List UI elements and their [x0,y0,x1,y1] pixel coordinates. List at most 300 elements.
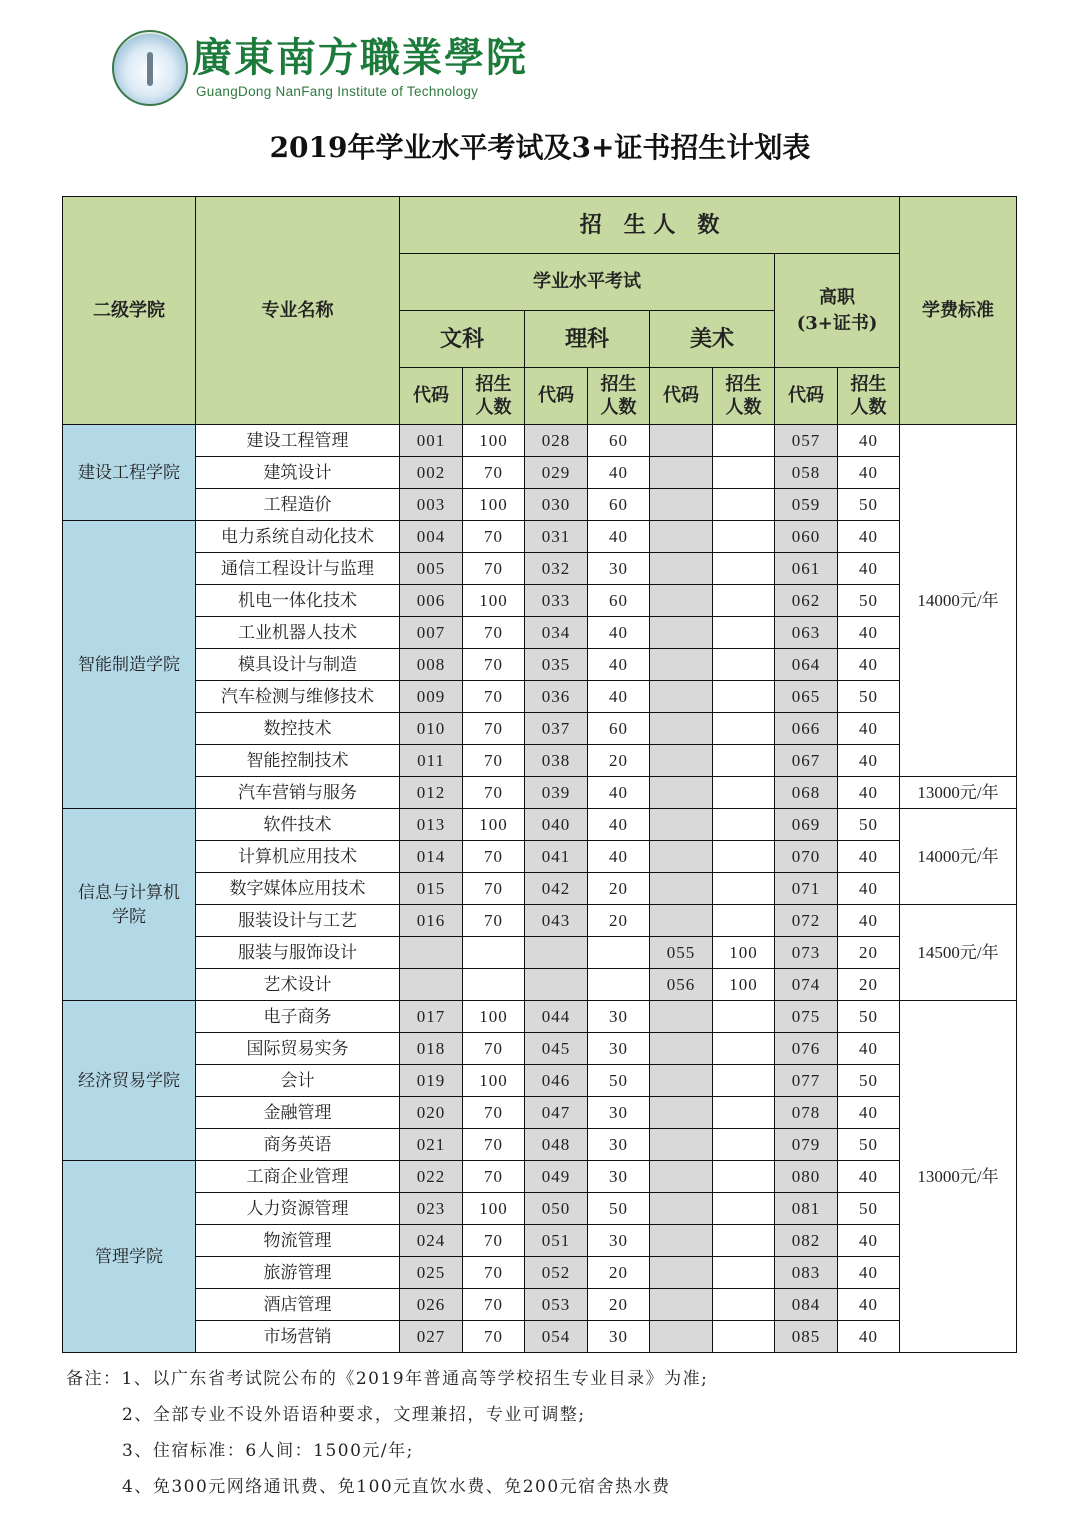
science-count-cell [588,937,650,969]
liberal-code-cell: 002 [400,457,463,489]
liberal-count-cell: 70 [463,873,525,905]
liberal-count-cell: 70 [463,1097,525,1129]
science-code-cell: 053 [525,1289,588,1321]
art-count-cell [713,585,775,617]
header-fee: 学费标准 [900,197,1017,425]
art-code-cell [650,905,713,937]
notes [66,1361,1016,1505]
liberal-count-cell: 100 [463,585,525,617]
science-code-cell: 043 [525,905,588,937]
header-code: 代码 [650,368,713,425]
major-name-cell: 服装设计与工艺 [196,905,400,937]
liberal-count-cell [463,969,525,1001]
table-row [63,873,1017,905]
liberal-count-cell: 70 [463,713,525,745]
science-code-cell: 034 [525,617,588,649]
major-name-cell: 工程造价 [196,489,400,521]
note-4: 4、免300元网络通讯费、免100元直饮水费、免200元宿舍热水费 [122,1477,671,1497]
art-count-cell: 100 [713,969,775,1001]
major-name-cell: 会计 [196,1065,400,1097]
liberal-code-cell: 019 [400,1065,463,1097]
table-row [63,1225,1017,1257]
science-count-cell: 30 [588,1001,650,1033]
table-row [63,489,1017,521]
fee-cell: 14000元/年 [900,809,1017,905]
liberal-code-cell: 006 [400,585,463,617]
science-code-cell [525,937,588,969]
vocational-code-cell: 078 [775,1097,838,1129]
header-count: 招生人数 [463,368,525,425]
vocational-code-cell: 064 [775,649,838,681]
table-row [63,1321,1017,1353]
liberal-count-cell: 70 [463,745,525,777]
header-science: 理科 [525,311,650,368]
vocational-count-cell: 40 [838,457,900,489]
vocational-count-cell: 40 [838,1321,900,1353]
liberal-code-cell: 026 [400,1289,463,1321]
liberal-count-cell: 70 [463,1033,525,1065]
science-count-cell: 50 [588,1065,650,1097]
table-row [63,937,1017,969]
liberal-code-cell: 017 [400,1001,463,1033]
major-name-cell: 通信工程设计与监理 [196,553,400,585]
science-code-cell: 041 [525,841,588,873]
science-code-cell: 035 [525,649,588,681]
science-count-cell: 60 [588,713,650,745]
art-code-cell [650,1001,713,1033]
art-code-cell [650,1033,713,1065]
college-name-cn: 廣東南方職業學院 [192,34,528,81]
header-major: 专业名称 [196,197,400,425]
vocational-count-cell: 40 [838,1033,900,1065]
art-count-cell [713,1161,775,1193]
science-count-cell: 40 [588,649,650,681]
art-count-cell [713,1097,775,1129]
science-count-cell: 30 [588,1225,650,1257]
table-row [63,1161,1017,1193]
vocational-count-cell: 40 [838,1257,900,1289]
table-row [63,969,1017,1001]
art-code-cell [650,1161,713,1193]
college-cell: 建设工程学院 [63,425,196,521]
science-count-cell: 20 [588,905,650,937]
vocational-code-cell: 074 [775,969,838,1001]
liberal-count-cell: 70 [463,1257,525,1289]
vocational-count-cell: 50 [838,1129,900,1161]
major-name-cell: 模具设计与制造 [196,649,400,681]
vocational-code-cell: 080 [775,1161,838,1193]
liberal-code-cell: 008 [400,649,463,681]
header-art: 美术 [650,311,775,368]
art-code-cell [650,1097,713,1129]
vocational-code-cell: 072 [775,905,838,937]
science-count-cell: 20 [588,745,650,777]
art-code-cell [650,1225,713,1257]
liberal-code-cell: 023 [400,1193,463,1225]
liberal-code-cell: 027 [400,1321,463,1353]
major-name-cell: 工业机器人技术 [196,617,400,649]
science-code-cell: 045 [525,1033,588,1065]
header-code: 代码 [525,368,588,425]
vocational-code-cell: 062 [775,585,838,617]
art-code-cell [650,585,713,617]
science-count-cell: 20 [588,1257,650,1289]
science-code-cell: 031 [525,521,588,553]
vocational-count-cell: 40 [838,745,900,777]
table-row [63,1033,1017,1065]
liberal-count-cell: 70 [463,521,525,553]
liberal-code-cell: 024 [400,1225,463,1257]
science-code-cell: 030 [525,489,588,521]
art-count-cell [713,649,775,681]
vocational-count-cell: 40 [838,873,900,905]
vocational-count-cell: 50 [838,585,900,617]
art-count-cell [713,1257,775,1289]
liberal-count-cell [463,937,525,969]
science-count-cell: 60 [588,489,650,521]
science-count-cell: 20 [588,873,650,905]
main-content [62,196,1016,1505]
liberal-code-cell: 014 [400,841,463,873]
art-code-cell [650,553,713,585]
art-code-cell: 055 [650,937,713,969]
vocational-code-cell: 082 [775,1225,838,1257]
vocational-count-cell: 40 [838,841,900,873]
liberal-count-cell: 100 [463,809,525,841]
liberal-code-cell: 025 [400,1257,463,1289]
major-name-cell: 工商企业管理 [196,1161,400,1193]
liberal-code-cell: 007 [400,617,463,649]
art-count-cell [713,745,775,777]
science-code-cell: 029 [525,457,588,489]
vocational-code-cell: 063 [775,617,838,649]
art-code-cell [650,1289,713,1321]
art-code-cell [650,1193,713,1225]
art-code-cell [650,777,713,809]
liberal-count-cell: 70 [463,681,525,713]
header-academic-test: 学业水平考试 [400,254,775,311]
liberal-count-cell: 70 [463,1129,525,1161]
table-row [63,1065,1017,1097]
major-name-cell: 国际贸易实务 [196,1033,400,1065]
vocational-count-cell: 40 [838,1161,900,1193]
science-code-cell: 036 [525,681,588,713]
header-code: 代码 [400,368,463,425]
liberal-code-cell: 005 [400,553,463,585]
science-code-cell: 049 [525,1161,588,1193]
art-code-cell [650,841,713,873]
table-row [63,585,1017,617]
liberal-code-cell: 011 [400,745,463,777]
science-code-cell [525,969,588,1001]
major-name-cell: 数字媒体应用技术 [196,873,400,905]
major-name-cell: 机电一体化技术 [196,585,400,617]
liberal-count-cell: 70 [463,1161,525,1193]
science-count-cell [588,969,650,1001]
science-count-cell: 40 [588,617,650,649]
art-count-cell [713,1001,775,1033]
liberal-count-cell: 100 [463,425,525,457]
art-code-cell [650,745,713,777]
science-code-cell: 032 [525,553,588,585]
table-row [63,1193,1017,1225]
liberal-code-cell: 016 [400,905,463,937]
art-count-cell [713,777,775,809]
major-name-cell: 市场营销 [196,1321,400,1353]
header-code: 代码 [775,368,838,425]
science-code-cell: 042 [525,873,588,905]
vocational-count-cell: 40 [838,521,900,553]
vocational-code-cell: 068 [775,777,838,809]
vocational-code-cell: 085 [775,1321,838,1353]
header-liberal: 文科 [400,311,525,368]
art-code-cell [650,1129,713,1161]
science-code-cell: 051 [525,1225,588,1257]
major-name-cell: 数控技术 [196,713,400,745]
fee-cell: 13000元/年 [900,1001,1017,1353]
art-count-cell [713,1033,775,1065]
major-name-cell: 电子商务 [196,1001,400,1033]
science-code-cell: 054 [525,1321,588,1353]
science-code-cell: 038 [525,745,588,777]
vocational-code-cell: 058 [775,457,838,489]
art-code-cell [650,457,713,489]
table-row [63,681,1017,713]
college-logo-emblem [112,30,188,106]
liberal-code-cell: 013 [400,809,463,841]
science-code-cell: 048 [525,1129,588,1161]
science-count-cell: 30 [588,553,650,585]
science-code-cell: 046 [525,1065,588,1097]
liberal-code-cell: 012 [400,777,463,809]
table-row [63,745,1017,777]
vocational-count-cell: 40 [838,649,900,681]
header-count: 招生人数 [588,368,650,425]
art-count-cell [713,1289,775,1321]
vocational-count-cell: 20 [838,969,900,1001]
vocational-code-cell: 059 [775,489,838,521]
enrollment-plan-table [62,196,1017,1353]
vocational-code-cell: 075 [775,1001,838,1033]
college-cell: 智能制造学院 [63,521,196,809]
science-code-cell: 047 [525,1097,588,1129]
liberal-count-cell: 70 [463,553,525,585]
liberal-code-cell: 010 [400,713,463,745]
table-row [63,617,1017,649]
art-count-cell [713,1321,775,1353]
table-row [63,1001,1017,1033]
liberal-count-cell: 70 [463,905,525,937]
table-row [63,1129,1017,1161]
vocational-code-cell: 084 [775,1289,838,1321]
vocational-count-cell: 40 [838,1289,900,1321]
vocational-code-cell: 079 [775,1129,838,1161]
vocational-count-cell: 50 [838,809,900,841]
liberal-code-cell: 022 [400,1161,463,1193]
art-count-cell [713,1065,775,1097]
art-count-cell [713,713,775,745]
liberal-code-cell: 015 [400,873,463,905]
vocational-count-cell: 40 [838,713,900,745]
vocational-code-cell: 077 [775,1065,838,1097]
table-row [63,905,1017,937]
major-name-cell: 服装与服饰设计 [196,937,400,969]
vocational-code-cell: 060 [775,521,838,553]
fee-cell: 14000元/年 [900,425,1017,777]
art-code-cell [650,873,713,905]
art-code-cell [650,489,713,521]
art-count-cell [713,617,775,649]
liberal-count-cell: 70 [463,1225,525,1257]
science-count-cell: 20 [588,1289,650,1321]
vocational-code-cell: 066 [775,713,838,745]
science-count-cell: 50 [588,1193,650,1225]
fee-cell: 13000元/年 [900,777,1017,809]
science-count-cell: 60 [588,585,650,617]
table-row [63,713,1017,745]
science-count-cell: 40 [588,457,650,489]
major-name-cell: 电力系统自动化技术 [196,521,400,553]
table-row [63,425,1017,457]
art-code-cell [650,681,713,713]
vocational-code-cell: 067 [775,745,838,777]
art-count-cell [713,681,775,713]
table-row [63,1289,1017,1321]
vocational-count-cell: 50 [838,489,900,521]
vocational-count-cell: 40 [838,1225,900,1257]
liberal-code-cell [400,937,463,969]
art-code-cell: 056 [650,969,713,1001]
art-code-cell [650,649,713,681]
college-cell: 管理学院 [63,1161,196,1353]
table-row [63,649,1017,681]
major-name-cell: 旅游管理 [196,1257,400,1289]
liberal-code-cell: 004 [400,521,463,553]
table-row [63,777,1017,809]
science-code-cell: 039 [525,777,588,809]
header-enrollment: 招 生 人 数 [400,197,900,254]
art-count-cell [713,905,775,937]
note-2: 2、全部专业不设外语语种要求，文理兼招，专业可调整; [122,1405,586,1425]
vocational-code-cell: 061 [775,553,838,585]
major-name-cell: 艺术设计 [196,969,400,1001]
liberal-code-cell: 018 [400,1033,463,1065]
major-name-cell: 商务英语 [196,1129,400,1161]
major-name-cell: 金融管理 [196,1097,400,1129]
science-code-cell: 044 [525,1001,588,1033]
science-count-cell: 30 [588,1097,650,1129]
liberal-code-cell: 020 [400,1097,463,1129]
vocational-count-cell: 40 [838,617,900,649]
art-code-cell [650,1065,713,1097]
vocational-code-cell: 076 [775,1033,838,1065]
art-code-cell [650,521,713,553]
college-cell: 经济贸易学院 [63,1001,196,1161]
vocational-count-cell: 50 [838,1065,900,1097]
liberal-code-cell: 003 [400,489,463,521]
science-code-cell: 037 [525,713,588,745]
vocational-count-cell: 50 [838,681,900,713]
vocational-code-cell: 071 [775,873,838,905]
art-code-cell [650,1257,713,1289]
liberal-code-cell: 009 [400,681,463,713]
header-vocational: 高职 (3+证书) [775,254,900,368]
science-code-cell: 040 [525,809,588,841]
vocational-code-cell: 083 [775,1257,838,1289]
liberal-code-cell [400,969,463,1001]
art-count-cell [713,1193,775,1225]
liberal-count-cell: 70 [463,649,525,681]
liberal-code-cell: 021 [400,1129,463,1161]
art-count-cell [713,521,775,553]
science-count-cell: 30 [588,1161,650,1193]
major-name-cell: 建筑设计 [196,457,400,489]
science-code-cell: 028 [525,425,588,457]
liberal-code-cell: 001 [400,425,463,457]
science-code-cell: 052 [525,1257,588,1289]
art-code-cell [650,617,713,649]
vocational-code-cell: 069 [775,809,838,841]
liberal-count-cell: 70 [463,457,525,489]
science-count-cell: 30 [588,1129,650,1161]
art-count-cell [713,841,775,873]
science-code-cell: 050 [525,1193,588,1225]
fee-cell: 14500元/年 [900,905,1017,1001]
table-row [63,809,1017,841]
art-count-cell [713,553,775,585]
art-count-cell [713,489,775,521]
vocational-code-cell: 065 [775,681,838,713]
vocational-code-cell: 070 [775,841,838,873]
table-row [63,841,1017,873]
vocational-code-cell: 057 [775,425,838,457]
science-count-cell: 40 [588,777,650,809]
major-name-cell: 建设工程管理 [196,425,400,457]
vocational-code-cell: 081 [775,1193,838,1225]
note-3: 3、住宿标准：6人间：1500元/年; [122,1441,414,1461]
vocational-count-cell: 40 [838,777,900,809]
science-count-cell: 30 [588,1033,650,1065]
art-count-cell [713,873,775,905]
table-row [63,1097,1017,1129]
header-count: 招生人数 [713,368,775,425]
major-name-cell: 软件技术 [196,809,400,841]
vocational-count-cell: 20 [838,937,900,969]
vocational-count-cell: 40 [838,553,900,585]
art-count-cell [713,1225,775,1257]
major-name-cell: 智能控制技术 [196,745,400,777]
header-college: 二级学院 [63,197,196,425]
major-name-cell: 汽车检测与维修技术 [196,681,400,713]
liberal-count-cell: 70 [463,1321,525,1353]
liberal-count-cell: 100 [463,1001,525,1033]
table-row [63,521,1017,553]
major-name-cell: 汽车营销与服务 [196,777,400,809]
art-count-cell: 100 [713,937,775,969]
note-1: 备注：1、以广东省考试院公布的《2019年普通高等学校招生专业目录》为准; [66,1369,709,1389]
science-count-cell: 40 [588,521,650,553]
college-cell: 信息与计算机学院 [63,809,196,1001]
major-name-cell: 计算机应用技术 [196,841,400,873]
header-count: 招生人数 [838,368,900,425]
vocational-count-cell: 50 [838,1193,900,1225]
liberal-count-cell: 100 [463,1065,525,1097]
science-count-cell: 40 [588,681,650,713]
science-code-cell: 033 [525,585,588,617]
art-count-cell [713,425,775,457]
college-name-en: GuangDong NanFang Institute of Technology [196,84,479,99]
vocational-count-cell: 40 [838,425,900,457]
